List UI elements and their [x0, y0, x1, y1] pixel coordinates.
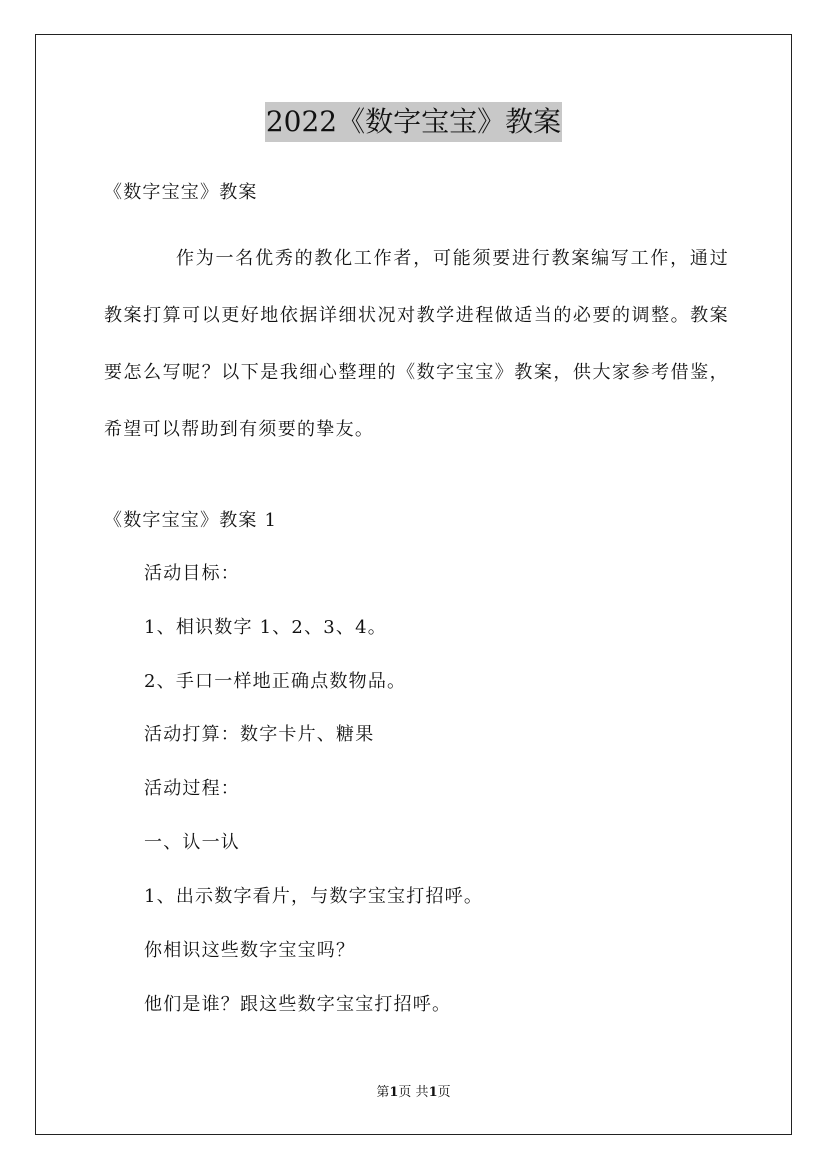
- question-line-1: 你相识这些数字宝宝吗？: [144, 940, 356, 961]
- section-heading: 《数字宝宝》教案 1: [104, 510, 278, 531]
- footer-suffix: 页: [437, 1085, 451, 1100]
- step-item-1: 1、出示数字看片，与数字宝宝打招呼。: [144, 886, 484, 907]
- question-line-2: 他们是谁？跟这些数字宝宝打招呼。: [144, 994, 452, 1015]
- footer-page-number: 1: [389, 1085, 399, 1100]
- step-heading-1: 一、认一认: [144, 832, 240, 853]
- document-subtitle: 《数字宝宝》教案: [104, 182, 258, 203]
- activity-goal-heading: 活动目标：: [144, 563, 240, 584]
- goal-item-1: 1、相识数字 1、2、3、4。: [144, 617, 387, 638]
- document-title-wrap: [0, 102, 827, 146]
- page-footer: [0, 1084, 827, 1102]
- goal-item-2: 2、手口一样地正确点数物品。: [144, 671, 407, 692]
- intro-paragraph: 作为一名优秀的教化工作者，可能须要进行教案编写工作，通过教案打算可以更好地依据详细状况对教学进程做适当的必要的调整。教案要怎么写呢？以下是我细心整理的《数字宝宝》教案，供大家参考借鉴，希望可以帮助到有须要的挚友。: [104, 248, 729, 440]
- footer-mid: 页 共: [398, 1085, 429, 1100]
- footer-total-pages: 1: [428, 1085, 438, 1100]
- document-title: 2022《数字宝宝》教案: [265, 102, 562, 142]
- activity-prep: 活动打算：数字卡片、糖果: [144, 724, 375, 745]
- activity-process-heading: 活动过程：: [144, 778, 240, 799]
- footer-prefix: 第: [376, 1085, 390, 1100]
